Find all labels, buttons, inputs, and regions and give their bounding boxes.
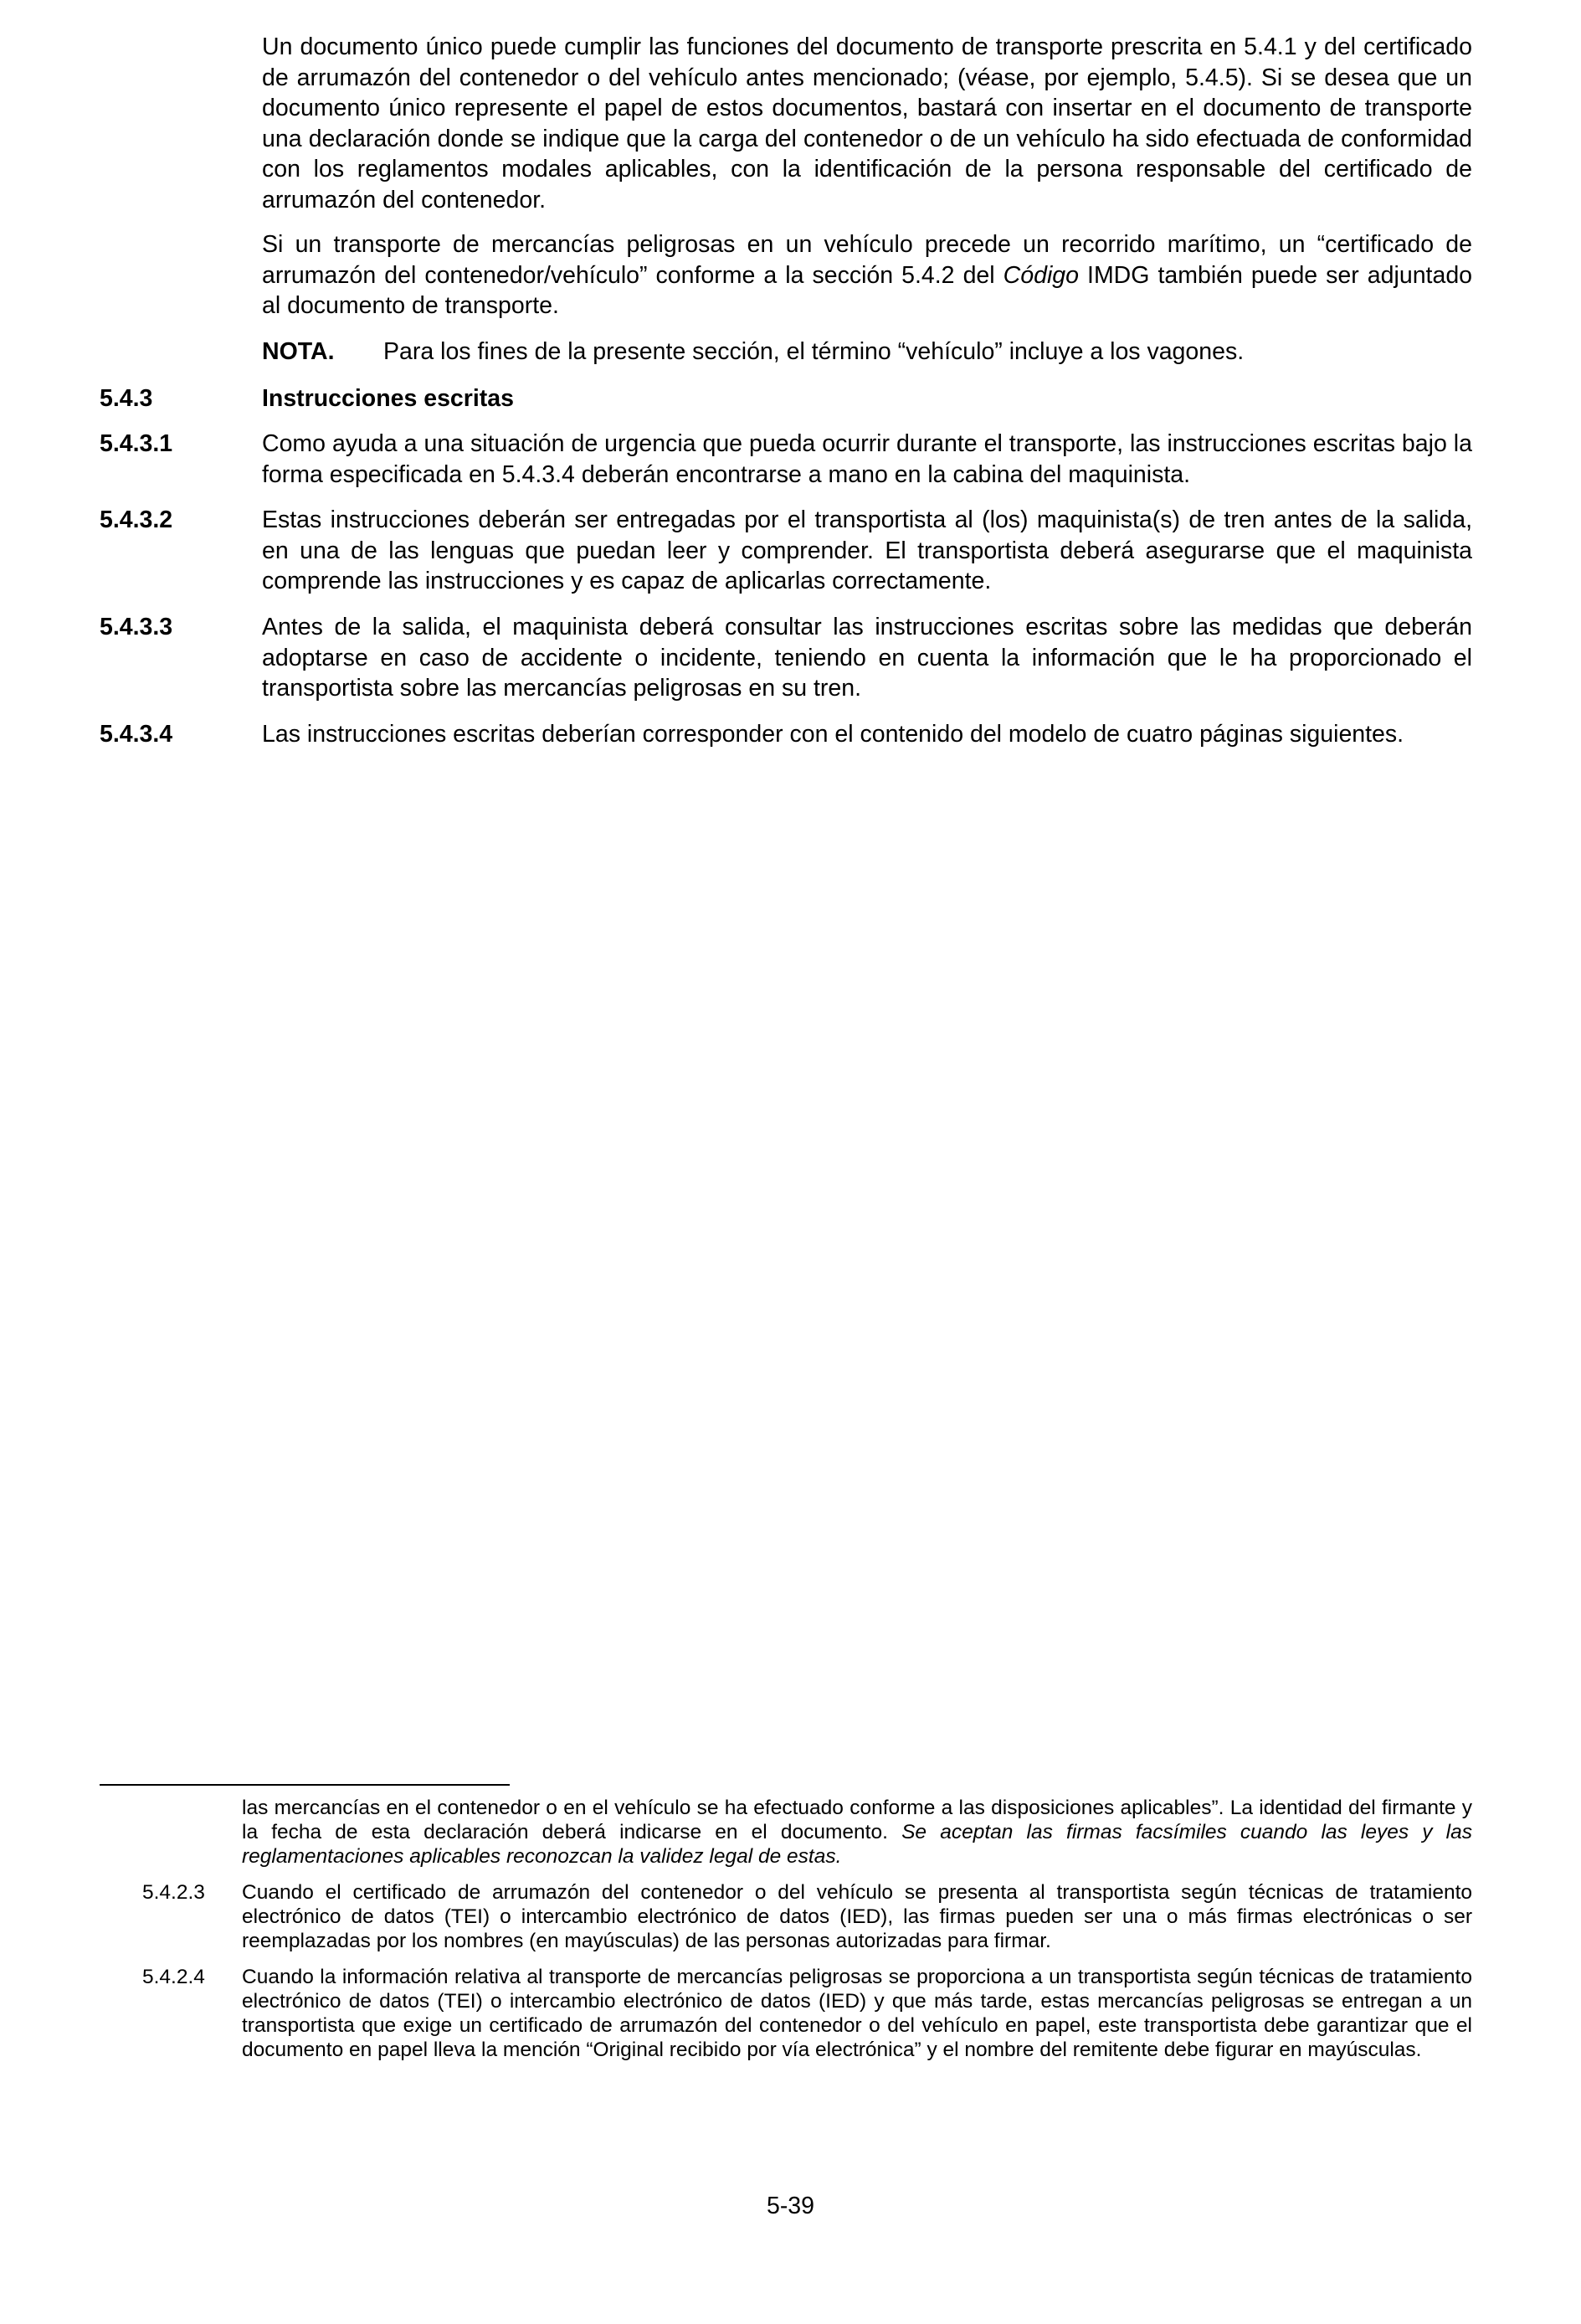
note-text: Para los fines de la presente sección, el término “vehículo” incluye a los vagones. bbox=[383, 338, 1245, 365]
paragraph-imdg-text-a: Si un transporte de mercancías peligrosas en un vehículo precede un recorrido marítimo, un “certificado de arrumazón del contenedor/vehículo” conforme a la sección 5.4.2 del bbox=[262, 231, 1472, 289]
section-text-5-4-3-3: Antes de la salida, el maquinista deberá consultar las instrucciones escritas sobre las medidas que deberán adoptarse en caso de accidente o incidente, teniendo en cuenta la información que le ha proporcionado el transportista sobre las mercancías peligrosas en su tren. bbox=[262, 614, 1472, 702]
page-number: 5-39 bbox=[766, 2193, 815, 2219]
section-number-5-4-3-1: 5.4.3.1 bbox=[100, 430, 173, 457]
footnote-divider bbox=[100, 1784, 510, 1786]
paragraph-imdg-text-b: IMDG también puede ser adjuntado al documento de transporte. bbox=[262, 261, 1473, 319]
note-label: NOTA. bbox=[262, 338, 335, 365]
footnote-number-5-4-2-3: 5.4.2.3 bbox=[142, 1881, 205, 1904]
section-text-5-4-3-4: Las instrucciones escritas deberían corresponder con el contenido del modelo de cuatro páginas siguientes. bbox=[262, 721, 1404, 748]
footnote-number-5-4-2-4: 5.4.2.4 bbox=[142, 1966, 205, 1988]
paragraph-imdg-certificate bbox=[262, 229, 1472, 321]
section-number-5-4-3-2: 5.4.3.2 bbox=[100, 506, 173, 533]
section-number-5-4-3-3: 5.4.3.3 bbox=[100, 614, 173, 640]
paragraph-single-document: Un documento único puede cumplir las funciones del documento de transporte prescrita en 5.4.1 y del certificado de arrumazón del contenedor o del vehículo antes mencionado; (véase, por ejemplo, 5.4.5). Si se desea que un documento único represente el papel de estos documentos, bastará con insertar en el documento de transporte una declaración donde se indique que la carga del contenedor o de un vehículo ha sido efectuada de conformidad con los reglamentos modales aplicables, con la identificación de la persona responsable del certificado de arrumazón del contenedor. bbox=[262, 33, 1472, 213]
section-text-5-4-3-2: Estas instrucciones deberán ser entregadas por el transportista al (los) maquinista(s) de tren antes de la salida, en una de las lenguas que puedan leer y comprender. El transportista deberá asegurarse que el maquinista comprende las instrucciones y es capaz de aplicarlas correctamente. bbox=[262, 506, 1472, 594]
footnote-text-5-4-2-3: Cuando el certificado de arrumazón del contenedor o del vehículo se presenta al transportista según técnicas de tratamiento electrónico de datos (TEI) o intercambio electrónico de datos (IED), las firmas pueden ser una o más firmas electrónicas o ser reemplazadas por los nombres (en mayúsculas) de las personas autorizadas para firmar. bbox=[242, 1881, 1472, 1952]
section-number-5-4-3-4: 5.4.3.4 bbox=[100, 721, 173, 748]
section-heading-written-instructions: Instrucciones escritas bbox=[262, 385, 514, 412]
paragraph-imdg-italic: Código bbox=[1003, 261, 1079, 289]
footnote-continuation-text: las mercancías en el contenedor o en el vehículo se ha efectuado conforme a las disposiciones aplicables”. La identidad del firmante y la fecha de esta declaración deberá indicarse en el documento. bbox=[242, 1797, 1472, 1843]
section-text-5-4-3-1: Como ayuda a una situación de urgencia que pueda ocurrir durante el transporte, las instrucciones escritas bajo la forma especificada en 5.4.3.4 deberán encontrarse a mano en la cabina del maquinista. bbox=[262, 430, 1472, 488]
footnote-continuation-italic: Se aceptan las firmas facsímiles cuando las leyes y las reglamentaciones aplicables reconozcan la validez legal de estas. bbox=[242, 1821, 1472, 1868]
footnote-continuation bbox=[242, 1796, 1472, 1869]
section-number-5-4-3: 5.4.3 bbox=[100, 385, 153, 412]
footnote-text-5-4-2-4: Cuando la información relativa al transporte de mercancías peligrosas se proporciona a un transportista según técnicas de tratamiento electrónico de datos (TEI) o intercambio electrónico de datos (IED) y que más tarde, estas mercancías peligrosas se entregan a un transportista que exige un certificado de arrumazón del contenedor o del vehículo en papel, este transportista debe garantizar que el documento en papel lleva la mención “Original recibido por vía electrónica” y el nombre del remitente debe figurar en mayúsculas. bbox=[242, 1966, 1472, 2061]
